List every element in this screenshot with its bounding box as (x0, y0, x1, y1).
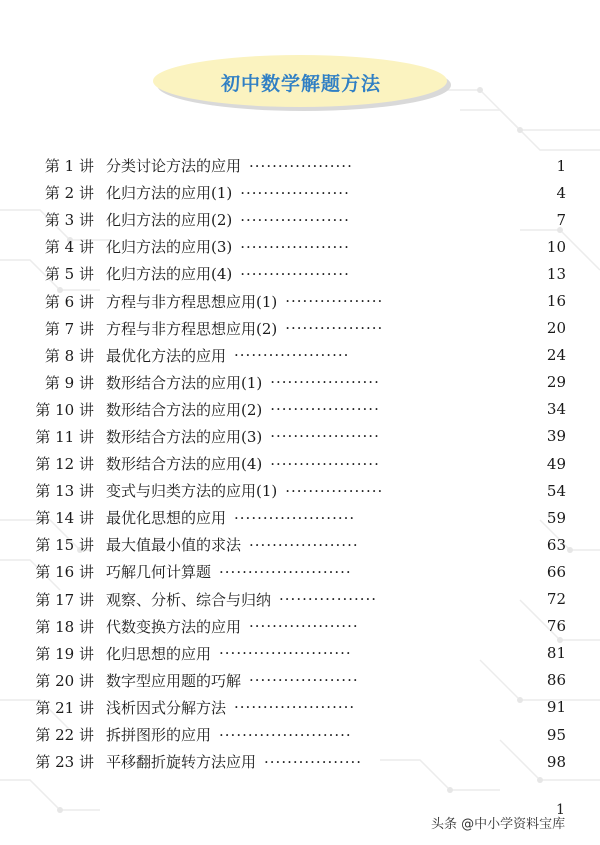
toc-row[interactable] (0, 586, 600, 613)
dot-leader: ················· (264, 752, 363, 771)
table-of-contents (0, 152, 600, 775)
lecture-number: 第 22 讲 (35, 726, 94, 745)
toc-row[interactable] (0, 206, 600, 233)
page-ref: 72 (546, 590, 566, 609)
page-ref: 39 (546, 427, 566, 446)
dot-leader: ····················· (234, 508, 356, 527)
page-ref: 1 (556, 156, 566, 175)
toc-row[interactable] (0, 260, 600, 287)
lecture-title (106, 236, 350, 257)
page-ref: 16 (546, 292, 566, 311)
toc-row[interactable] (0, 233, 600, 260)
page-ref: 76 (546, 617, 566, 636)
dot-leader: ················· (285, 481, 384, 500)
toc-row[interactable] (0, 721, 600, 748)
lecture-title (106, 291, 383, 312)
page-ref: 81 (546, 644, 566, 663)
dot-leader: ··················· (270, 427, 380, 446)
lecture-title (106, 534, 359, 555)
lecture-number: 第 3 讲 (44, 211, 94, 230)
dot-leader: ··················· (270, 454, 380, 473)
lecture-title-text: 拆拼图形的应用 (106, 726, 212, 745)
lecture-number: 第 13 讲 (35, 482, 94, 501)
lecture-number: 第 8 讲 (44, 346, 94, 365)
page-ref: 95 (546, 725, 566, 744)
toc-row[interactable] (0, 369, 600, 396)
dot-leader: ······················· (219, 644, 352, 663)
lecture-title (106, 263, 350, 284)
toc-row[interactable] (0, 477, 600, 504)
page-ref: 7 (556, 210, 566, 229)
dot-leader: ······················· (219, 562, 352, 581)
toc-row[interactable] (0, 748, 600, 775)
dot-leader: ··················· (240, 210, 350, 229)
lecture-number: 第 19 讲 (35, 644, 94, 663)
toc-row[interactable] (0, 342, 600, 369)
lecture-title-text: 观察、分析、综合与归纳 (106, 590, 272, 609)
lecture-number: 第 9 讲 (44, 373, 94, 392)
page-ref: 98 (546, 752, 566, 771)
toc-row[interactable] (0, 315, 600, 342)
toc-row[interactable] (0, 152, 600, 179)
page-ref: 29 (546, 373, 566, 392)
page-ref: 59 (546, 508, 566, 527)
page-ref: 66 (546, 562, 566, 581)
page-ref: 34 (546, 400, 566, 419)
lecture-title-text: 平移翻折旋转方法应用 (106, 753, 257, 772)
lecture-title (106, 751, 362, 772)
lecture-title-text: 化归方法的应用(3) (106, 238, 233, 257)
lecture-title (106, 507, 355, 528)
dot-leader: ······················· (219, 725, 352, 744)
lecture-title (106, 155, 353, 176)
lecture-title (106, 426, 380, 447)
lecture-title-text: 方程与非方程思想应用(2) (106, 319, 278, 338)
lecture-title (106, 616, 359, 637)
page-ref: 24 (546, 346, 566, 365)
lecture-title-text: 代数变换方法的应用 (106, 617, 242, 636)
lecture-title (106, 670, 359, 691)
page-ref: 4 (556, 183, 566, 202)
lecture-title (106, 372, 380, 393)
lecture-title (106, 345, 349, 366)
lecture-number: 第 1 讲 (44, 157, 94, 176)
lecture-title-text: 数字型应用题的巧解 (106, 671, 242, 690)
toc-row[interactable] (0, 558, 600, 585)
lecture-title (106, 589, 377, 610)
lecture-number: 第 10 讲 (35, 400, 94, 419)
dot-leader: ··················· (240, 183, 350, 202)
dot-leader: ··················· (270, 400, 380, 419)
lecture-title-text: 最大值最小值的求法 (106, 536, 242, 555)
lecture-number: 第 4 讲 (44, 238, 94, 257)
lecture-title-text: 化归方法的应用(4) (106, 265, 233, 284)
lecture-number: 第 7 讲 (44, 319, 94, 338)
toc-row[interactable] (0, 504, 600, 531)
toc-row[interactable] (0, 640, 600, 667)
dot-leader: ··················· (249, 535, 359, 554)
lecture-title (106, 399, 380, 420)
lecture-number: 第 6 讲 (44, 292, 94, 311)
dot-leader: ··················· (270, 373, 380, 392)
toc-row[interactable] (0, 450, 600, 477)
lecture-title (106, 561, 352, 582)
lecture-title-text: 变式与归类方法的应用(1) (106, 482, 278, 501)
lecture-title-text: 数形结合方法的应用(1) (106, 373, 263, 392)
dot-leader: ·················· (249, 156, 353, 175)
lecture-title (106, 318, 383, 339)
page-ref: 63 (546, 535, 566, 554)
page-ref: 91 (546, 698, 566, 717)
lecture-title-text: 数形结合方法的应用(3) (106, 427, 263, 446)
page-title: 初中数学解题方法 (220, 72, 381, 95)
dot-leader: ················· (285, 292, 384, 311)
lecture-title (106, 724, 352, 745)
lecture-title-text: 最优化方法的应用 (106, 346, 227, 365)
dot-leader: ··················· (240, 264, 350, 283)
lecture-number: 第 15 讲 (35, 536, 94, 555)
dot-leader: ····················· (234, 698, 356, 717)
toc-row[interactable] (0, 531, 600, 558)
lecture-number: 第 11 讲 (35, 427, 94, 446)
lecture-title-text: 最优化思想的应用 (106, 509, 227, 528)
page-number: 1 (556, 802, 565, 818)
toc-row[interactable] (0, 694, 600, 721)
lecture-number: 第 23 讲 (35, 753, 94, 772)
dot-leader: ················· (279, 590, 378, 609)
lecture-title (106, 697, 355, 718)
lecture-title-text: 分类讨论方法的应用 (106, 157, 242, 176)
toc-row[interactable] (0, 396, 600, 423)
page-ref: 20 (546, 319, 566, 338)
lecture-title-text: 化归方法的应用(1) (106, 184, 233, 203)
dot-leader: ··················· (249, 617, 359, 636)
lecture-title-text: 浅析因式分解方法 (106, 698, 227, 717)
page-ref: 54 (546, 481, 566, 500)
dot-leader: ··················· (249, 671, 359, 690)
lecture-title-text: 巧解几何计算题 (106, 563, 212, 582)
lecture-title (106, 182, 350, 203)
dot-leader: ··················· (240, 237, 350, 256)
page-ref: 49 (546, 454, 566, 473)
lecture-number: 第 18 讲 (35, 617, 94, 636)
lecture-title-text: 化归方法的应用(2) (106, 211, 233, 230)
lecture-number: 第 21 讲 (35, 698, 94, 717)
lecture-title (106, 209, 350, 230)
toc-row[interactable] (0, 179, 600, 206)
lecture-title (106, 643, 352, 664)
watermark: 头条 @中小学资料宝库 (431, 817, 566, 832)
lecture-number: 第 2 讲 (44, 184, 94, 203)
lecture-number: 第 5 讲 (44, 265, 94, 284)
lecture-number: 第 16 讲 (35, 563, 94, 582)
lecture-title-text: 数形结合方法的应用(2) (106, 400, 263, 419)
dot-leader: ················· (285, 319, 384, 338)
lecture-number: 第 12 讲 (35, 455, 94, 474)
lecture-title (106, 453, 380, 474)
page-ref: 10 (546, 237, 566, 256)
lecture-number: 第 20 讲 (35, 671, 94, 690)
toc-row[interactable] (0, 613, 600, 640)
lecture-title (106, 480, 383, 501)
toc-row[interactable] (0, 423, 600, 450)
lecture-title-text: 化归思想的应用 (106, 644, 212, 663)
toc-row[interactable] (0, 667, 600, 694)
toc-row[interactable] (0, 287, 600, 314)
dot-leader: ···················· (234, 346, 350, 365)
lecture-number: 第 17 讲 (35, 590, 94, 609)
page-ref: 86 (546, 671, 566, 690)
page-ref: 13 (546, 264, 566, 283)
lecture-title-text: 数形结合方法的应用(4) (106, 455, 263, 474)
lecture-number: 第 14 讲 (35, 509, 94, 528)
lecture-title-text: 方程与非方程思想应用(1) (106, 292, 278, 311)
